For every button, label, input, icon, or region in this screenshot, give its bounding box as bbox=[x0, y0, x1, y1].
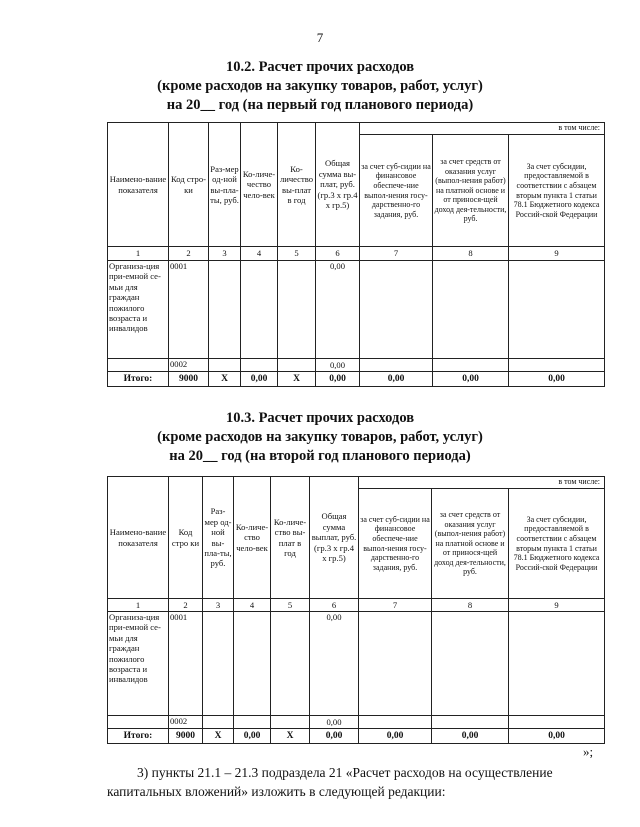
row-code: 0001 bbox=[169, 261, 209, 359]
section-title-line: на 20__ год (на второй год планового периода) bbox=[169, 448, 471, 464]
header-including: в том числе: bbox=[360, 123, 605, 135]
header-subsidy-task: за счет суб-сидии на финансовое обеспече-ние выпол-нения госу-дарственно-го задания, руб. bbox=[359, 489, 432, 599]
column-number: 5 bbox=[278, 247, 316, 261]
total-code: 9000 bbox=[169, 729, 203, 744]
total-row bbox=[108, 729, 605, 744]
header-payment: Раз-мер од-ной вы-пла-ты, руб. bbox=[203, 477, 234, 599]
cell bbox=[278, 359, 316, 372]
table-row bbox=[108, 716, 605, 729]
cell bbox=[509, 359, 605, 372]
header-code: Код стро ки bbox=[169, 477, 203, 599]
section-title-line: 10.3. Расчет прочих расходов bbox=[225, 410, 415, 426]
cell bbox=[271, 612, 310, 716]
total-label: Итого: bbox=[108, 729, 169, 744]
total-c9: 0,00 bbox=[509, 372, 605, 387]
expense-table-10-2 bbox=[107, 122, 605, 387]
table-row bbox=[108, 359, 605, 372]
section-title-line: (кроме расходов на закупку товаров, работ, услуг) bbox=[157, 429, 483, 445]
column-number: 8 bbox=[432, 599, 509, 612]
section-title-line: 10.2. Расчет прочих расходов bbox=[225, 59, 415, 75]
row-total: 0,00 bbox=[316, 261, 360, 359]
header-count: Ко-личе-чество чело-век bbox=[241, 123, 278, 247]
row-total: 0,00 bbox=[310, 612, 359, 716]
column-number: 1 bbox=[108, 247, 169, 261]
header-subsidy-781: За счет субсидии, предоставляемой в соответствии с абзацем вторым пункта 1 статьи 78.1 Бюджетного кодекса Россий-ской Федерации bbox=[509, 489, 605, 599]
total-c8: 0,00 bbox=[432, 729, 509, 744]
header-subsidy-781: За счет субсидии, предоставляемой в соответствии с абзацем вторым пункта 1 статьи 78.1 Бюджетного кодекса Россий-ской Федерации bbox=[509, 135, 605, 247]
column-number: 4 bbox=[234, 599, 271, 612]
column-number: 1 bbox=[108, 599, 169, 612]
cell bbox=[271, 716, 310, 729]
row-code: 0002 bbox=[169, 359, 209, 372]
cell bbox=[108, 716, 169, 729]
row-code: 0002 bbox=[169, 716, 203, 729]
cell bbox=[234, 716, 271, 729]
section-title-line: (кроме расходов на закупку товаров, работ, услуг) bbox=[157, 78, 483, 94]
total-c8: 0,00 bbox=[433, 372, 509, 387]
total-c4: 0,00 bbox=[234, 729, 271, 744]
cell bbox=[209, 261, 241, 359]
cell bbox=[509, 716, 605, 729]
page-number: 7 bbox=[316, 30, 324, 45]
header-paid-services: за счет средств от оказания услуг (выпол-нения работ) на платной основе и от принося-щей доход дея-тельности, руб. bbox=[433, 135, 509, 247]
total-c5: X bbox=[278, 372, 316, 387]
header-per-year: Ко-личе-ство вы-плат в год bbox=[271, 477, 310, 599]
cell bbox=[203, 716, 234, 729]
column-number: 6 bbox=[310, 599, 359, 612]
cell bbox=[509, 261, 605, 359]
cell bbox=[360, 359, 433, 372]
expense-table-10-3 bbox=[107, 476, 605, 744]
column-number: 2 bbox=[169, 599, 203, 612]
closing-quote: »; bbox=[583, 744, 594, 759]
header-including: в том числе: bbox=[359, 477, 605, 489]
table-row bbox=[108, 612, 605, 716]
cell bbox=[234, 612, 271, 716]
column-number: 8 bbox=[433, 247, 509, 261]
cell bbox=[432, 716, 509, 729]
cell bbox=[433, 261, 509, 359]
header-subsidy-task: за счет суб-сидии на финансовое обеспече-ние выпол-нения госу-дарственно-го задания, руб. bbox=[360, 135, 433, 247]
cell bbox=[203, 612, 234, 716]
total-c5: X bbox=[271, 729, 310, 744]
total-c7: 0,00 bbox=[359, 729, 432, 744]
row-total: 0,00 bbox=[316, 359, 360, 372]
paragraph-line-2: капитальных вложений» изложить в следующей редакции: bbox=[107, 784, 446, 799]
cell bbox=[359, 716, 432, 729]
cell bbox=[360, 261, 433, 359]
cell bbox=[241, 359, 278, 372]
row-total: 0,00 bbox=[310, 716, 359, 729]
cell bbox=[509, 612, 605, 716]
column-numbers-row bbox=[108, 247, 605, 261]
cell bbox=[433, 359, 509, 372]
paragraph-line-1: 3) пункты 21.1 – 21.3 подраздела 21 «Расчет расходов на осуществление bbox=[137, 765, 553, 780]
row-name: Организа-ция при-емной се-мьи для граждан пожилого возраста и инвалидов bbox=[108, 261, 169, 359]
column-number: 9 bbox=[509, 599, 605, 612]
cell bbox=[209, 359, 241, 372]
column-number: 4 bbox=[241, 247, 278, 261]
header-count: Ко-личе-ство чело-век bbox=[234, 477, 271, 599]
table-row bbox=[108, 261, 605, 359]
total-c9: 0,00 bbox=[509, 729, 605, 744]
total-c7: 0,00 bbox=[360, 372, 433, 387]
row-name: Организа-ция при-емной се-мьи для граждан пожилого возраста и инвалидов bbox=[108, 612, 169, 716]
column-numbers-row bbox=[108, 599, 605, 612]
column-number: 7 bbox=[359, 599, 432, 612]
header-total: Общая сумма вы-плат, руб. (гр.3 х гр.4 х гр.5) bbox=[316, 123, 360, 247]
header-payment: Раз-мер од-ной вы-пла-ты, руб. bbox=[209, 123, 241, 247]
section-title-line: на 20__ год (на первый год планового периода) bbox=[166, 97, 474, 113]
total-c3: X bbox=[203, 729, 234, 744]
total-row bbox=[108, 372, 605, 387]
total-c6: 0,00 bbox=[316, 372, 360, 387]
section-title-10-3 bbox=[0, 409, 640, 466]
total-label: Итого: bbox=[108, 372, 169, 387]
cell bbox=[278, 261, 316, 359]
total-c4: 0,00 bbox=[241, 372, 278, 387]
cell bbox=[241, 261, 278, 359]
header-code: Код стро-ки bbox=[169, 123, 209, 247]
row-code: 0001 bbox=[169, 612, 203, 716]
column-number: 7 bbox=[360, 247, 433, 261]
column-number: 6 bbox=[316, 247, 360, 261]
header-total: Общая сумма выплат, руб. (гр.3 х гр.4 х гр.5) bbox=[310, 477, 359, 599]
cell bbox=[359, 612, 432, 716]
cell bbox=[108, 359, 169, 372]
cell bbox=[432, 612, 509, 716]
header-name: Наимено-вание показателя bbox=[108, 123, 169, 247]
header-per-year: Ко-личество вы-плат в год bbox=[278, 123, 316, 247]
header-paid-services: за счет средств от оказания услуг (выпол-нения работ) на платной основе и от принося-щей доход дея-тельности, руб. bbox=[432, 489, 509, 599]
column-number: 9 bbox=[509, 247, 605, 261]
section-title-10-2 bbox=[0, 58, 640, 115]
column-number: 2 bbox=[169, 247, 209, 261]
total-c6: 0,00 bbox=[310, 729, 359, 744]
column-number: 5 bbox=[271, 599, 310, 612]
header-name: Наимено-вание показателя bbox=[108, 477, 169, 599]
column-number: 3 bbox=[203, 599, 234, 612]
total-code: 9000 bbox=[169, 372, 209, 387]
total-c3: X bbox=[209, 372, 241, 387]
column-number: 3 bbox=[209, 247, 241, 261]
